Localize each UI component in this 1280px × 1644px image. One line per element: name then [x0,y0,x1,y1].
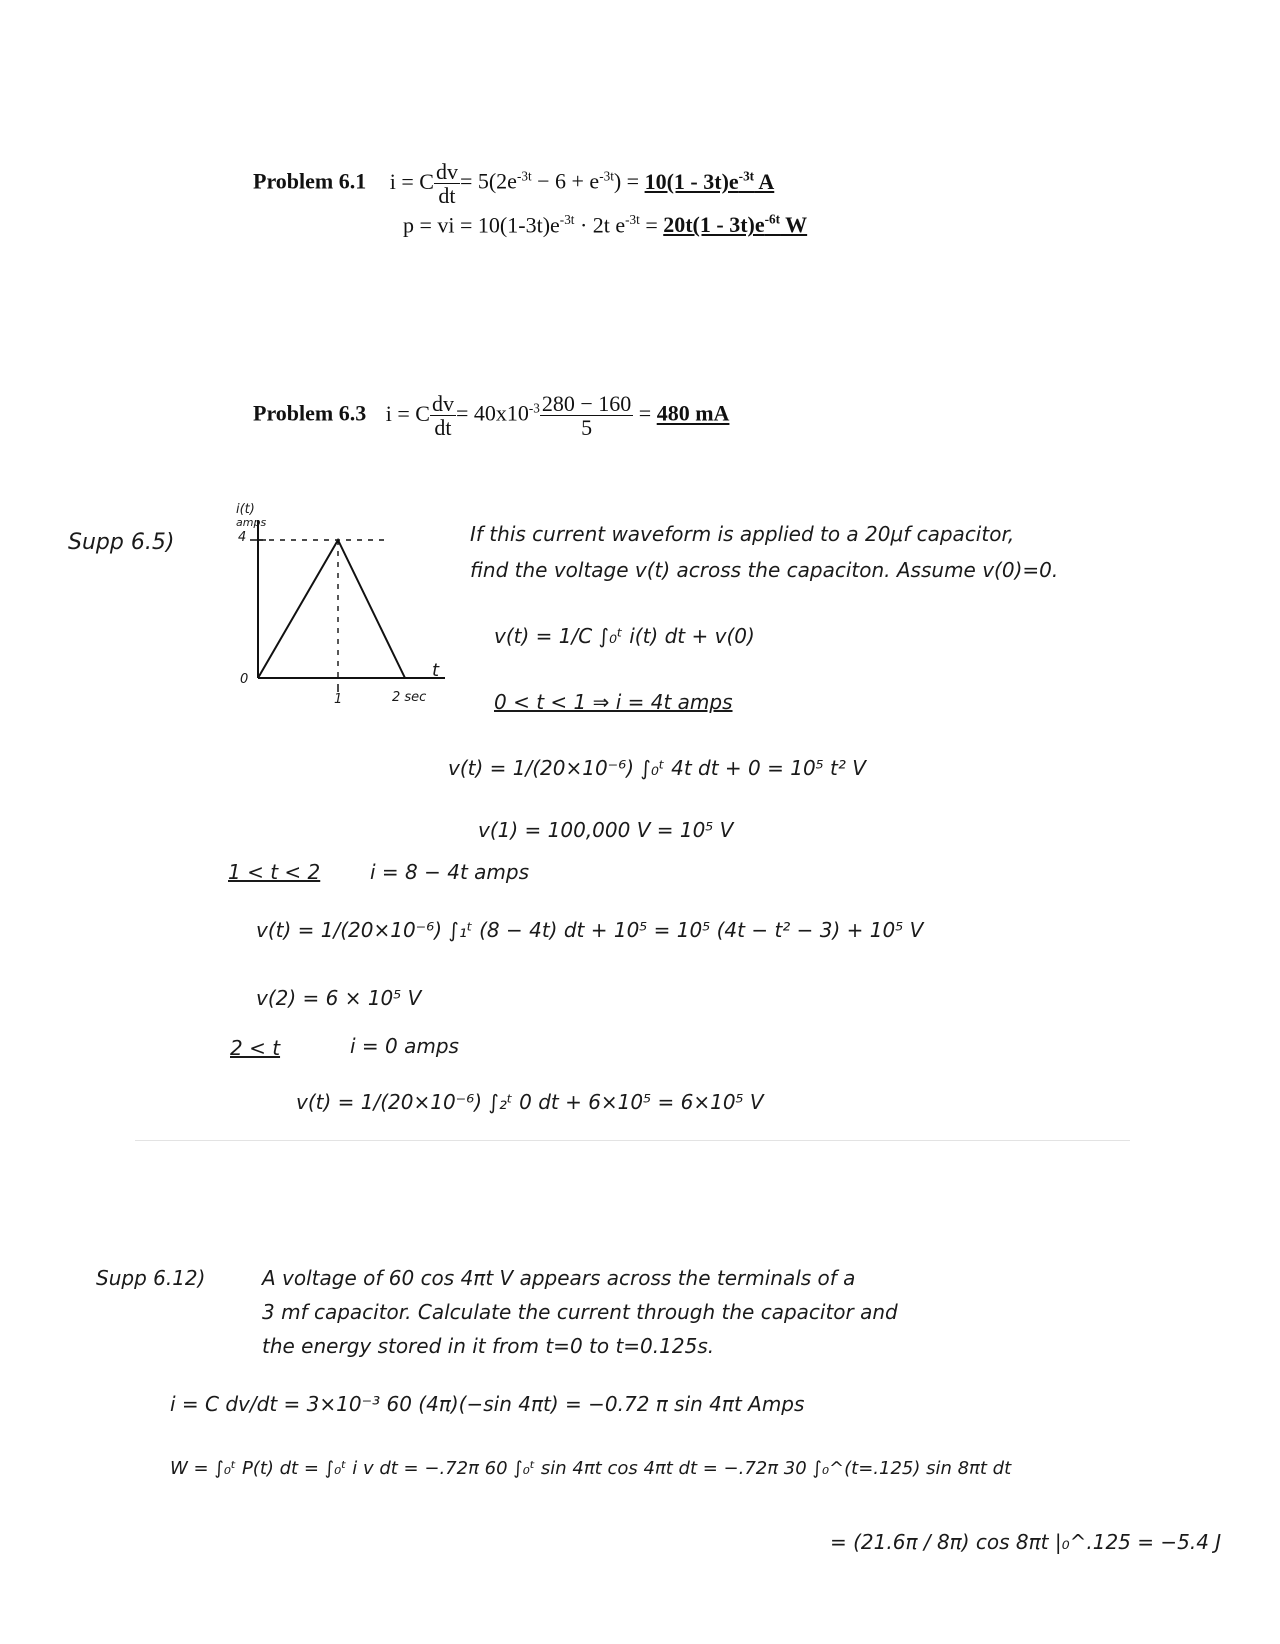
s612-current-eq: i = C dv/dt = 3×10⁻³ 60 (4π)(−sin 4πt) = −0.72 π sin 4πt Amps [170,1392,805,1416]
p63-eq: = [633,400,657,426]
graph-y-peak: 4 [238,530,247,545]
supp-6-5-label: Supp 6.5) [68,530,175,555]
s612-line-2: 3 mf capacitor. Calculate the current through the capacitor and [262,1300,898,1324]
s65-case-2-eq: v(t) = 1/(20×10⁻⁶) ∫₁ᵗ (8 − 4t) dt + 10⁵ = 10⁵ (4t − t² − 3) + 10⁵ V [256,918,924,942]
p61-dvdt: $\frac{dv}{dt}$ [435,159,458,209]
s612-energy-eq: W = ∫₀ᵗ P(t) dt = ∫₀ᵗ i v dt = −.72π 60 ∫₀ᵗ sin 4πt cos 4πt dt = −.72π 30 ∫₀^(t=.125) sin 8πt dt [170,1458,1012,1479]
s65-case-1: 0 < t < 1 ⇒ i = 4t amps [494,690,733,714]
s65-v1: v(1) = 100,000 V = 10⁵ V [478,818,734,842]
s65-v2: v(2) = 6 × 10⁵ V [256,986,422,1010]
graph-y-unit: amps [236,516,267,529]
p61-exp: -3t [516,168,532,184]
s612-line-3: the energy stored in it from t=0 to t=0.125s. [262,1334,715,1358]
graph-waveform [258,540,405,678]
s65-case-3: 2 < t [230,1036,281,1060]
p61-answer-current: $10(1 - 3t)e^{-3t}$ A [644,168,775,194]
p61-eq1-mid2: − 6 + e [531,168,600,194]
p61-eq1-lhs: i = C [389,168,434,194]
s65-general-formula: v(t) = 1/C ∫₀ᵗ i(t) dt + v(0) [494,624,755,648]
s612-energy-result: = (21.6π / 8π) cos 8πt |₀^.125 = −5.4 J [830,1530,1222,1554]
s65-statement-2: find the voltage v(t) across the capaciton. Assume v(0)=0. [470,558,1059,582]
p63-exp: -3 [528,400,540,416]
s65-case-3-eq: v(t) = 1/(20×10⁻⁶) ∫₂ᵗ 0 dt + 6×10⁵ = 6×10⁵ V [296,1090,764,1114]
p61-eq1-mid3: ) = [613,168,645,194]
graph-origin: 0 [240,672,249,687]
p61-eq2-mid: · 2t e [574,212,626,238]
s65-case-1-eq: v(t) = 1/(20×10⁻⁶) ∫₀ᵗ 4t dt + 0 = 10⁵ t² V [448,756,866,780]
current-waveform-graph [210,500,460,700]
graph-x-1: 1 [334,692,343,707]
graph-t-axis-label: t [432,660,440,681]
p61-eq1-mid: = 5(2e [459,168,517,194]
p61-exp: -3t [599,168,614,184]
p61-answer-power: $20t(1 - 3t)e^{-6t}$ W [663,212,808,238]
p63-lhs: i = C [385,400,430,426]
p61-exp: -3t [559,212,575,227]
s65-statement-1: If this current waveform is applied to a 20μf capacitor, [470,522,1015,546]
graph-x-2: 2 sec [392,690,427,705]
p61-eq2-lhs: p = vi = 10(1-3t)e [403,212,560,238]
s65-case-2-i: i = 8 − 4t amps [370,860,530,884]
problem-6-1 [253,160,774,207]
p61-eq2 [403,212,807,238]
p61-exp: -3t [625,212,640,227]
supp-6-12-label: Supp 6.12) [96,1266,206,1290]
s65-case-2: 1 < t < 2 [228,860,321,884]
p63-dvdt: $\frac{dv}{dt}$ [431,391,454,441]
p63-answer: 480 mA [656,400,730,426]
p63-fraction: $\frac{280 - 160}{5}$ [541,391,632,441]
graph-y-label: i(t) [236,502,255,517]
p63-mid: = 40x10 [455,400,529,426]
problem-6-3-label: Problem 6.3 [253,400,367,426]
s612-line-1: A voltage of 60 cos 4πt V appears across the terminals of a [262,1266,856,1290]
section-divider [135,1140,1130,1141]
problem-6-1-label: Problem 6.1 [253,168,367,194]
s65-case-3-i: i = 0 amps [350,1034,459,1058]
problem-6-3 [253,392,729,439]
p61-eq2-eq: = [639,212,664,238]
